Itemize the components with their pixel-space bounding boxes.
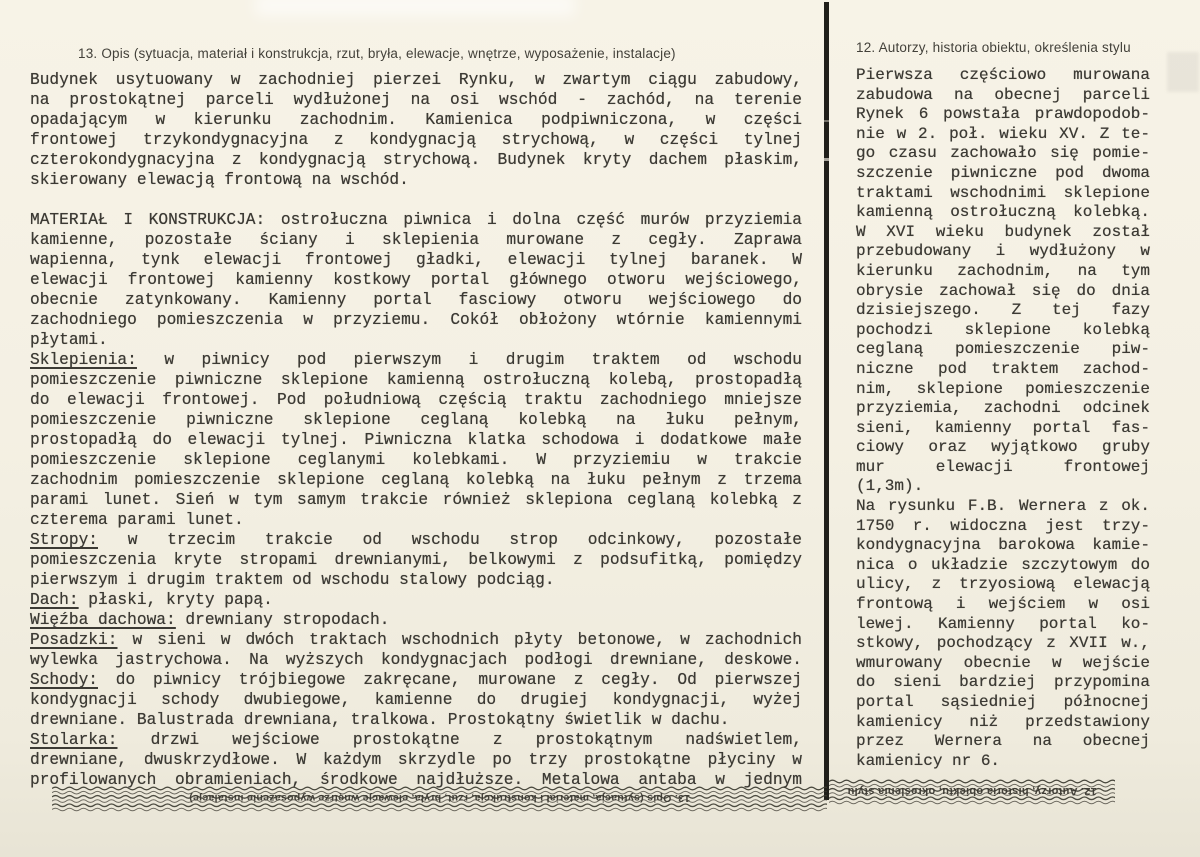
text-line: Na rysunku F.B. Wernera z ok. xyxy=(856,497,1150,516)
text-line: sieni, kamienny portal fas- xyxy=(856,418,1150,437)
text-line: nica o układzie szczytowym do xyxy=(856,555,1150,574)
text-line: Stropy: w trzecim trakcie od wschodu strop odcinkowy, pozostałe xyxy=(30,531,802,549)
right-page-text-column xyxy=(856,66,1150,771)
underlined-label: Dach: xyxy=(30,591,79,609)
text-line: obrysie zachował się do dnia xyxy=(856,281,1150,300)
text-line: pomieszczenie sklepione ceglanymi kolebkami. W przyziemiu w trakcie xyxy=(30,451,802,469)
text-line: skierowany elewacją frontową na wschód. xyxy=(30,171,409,189)
mirrored-caption-left: 13. Opis (sytuacja, materiał i konstrukcja, rzut, bryła, elewacje wnętrze wyposażenie instalacje) xyxy=(188,792,691,804)
scan-light-smudge xyxy=(255,0,575,16)
text-line: stkowy, pochodzący z XVII w., xyxy=(856,634,1150,653)
text-line: ulicy, z trzyosiową elewacją xyxy=(856,575,1150,594)
text-line: czterema parami lunet. xyxy=(30,511,244,529)
text-line: Stolarka: drzwi wejściowe prostokątne z prostokątnym nadświetlem, xyxy=(30,731,802,749)
text-line: frontową i wejściem w osi xyxy=(856,595,1150,614)
text-line: 1750 r. widoczna jest trzy- xyxy=(856,516,1150,535)
text-line: ceglaną pomieszczenie piw- xyxy=(856,340,1150,359)
text-line: do elewacji frontowej. Pod południową częścią traktu zachodniego mniejsze xyxy=(30,391,802,409)
underlined-label: Sklepienia: xyxy=(30,351,137,369)
text-line: Sklepienia: w piwnicy pod pierwszym i drugim traktem od wschodu xyxy=(30,351,802,369)
text-line: kamienną ostrołuczną kolebką. xyxy=(856,203,1150,222)
text-line: zachodniego pomieszczenia w przyziemu. Cokół obłożony wtórnie kamiennymi xyxy=(30,311,802,329)
underlined-label: Stropy: xyxy=(30,531,98,549)
text-line: pochodzi sklepione kolebką xyxy=(856,320,1150,339)
mirrored-caption-right: 12. Autorzy, historia obiektu, określenia stylu xyxy=(847,785,1097,797)
text-line: pomieszczenie piwniczne sklepione ceglaną kolebką na łuku pełnym, xyxy=(30,411,802,429)
text-line: przyziemia, zachodni odcinek xyxy=(856,399,1150,418)
text-line: frontowej trzykondygnacyjna z kondygnacją strychową, w części tylnej xyxy=(30,131,802,149)
text-line: Budynek usytuowany w zachodniej pierzei Rynku, w zwartym ciągu zabudowy, xyxy=(30,71,802,89)
text-line: MATERIAŁ I KONSTRUKCJA: ostrołuczna piwnica i dolna część murów przyziemia xyxy=(30,211,802,229)
text-line: parami lunet. Sień w tym samym trakcie również sklepiona ceglaną kolebką z xyxy=(30,491,802,509)
text-line: płytami. xyxy=(30,331,108,349)
text-line: drewniane, dwuskrzydłowe. W każdym skrzydle po trzy prostokątne płyciny w xyxy=(30,751,802,769)
underlined-label: Posadzki: xyxy=(30,631,118,649)
text-line: na prostokątnej parceli wydłużonej na osi wschód - zachód, na terenie xyxy=(30,91,802,109)
text-line: nie w 2. poł. wieku XV. Z te- xyxy=(856,124,1150,143)
underlined-label: Schody: xyxy=(30,671,98,689)
text-line: pomieszczenie piwniczne sklepione kamienną ostrołuczną kolebą, prostopadłą xyxy=(30,371,802,389)
text-line: obecnie zatynkowany. Kamienny portal fasciowy otworu wejściowego do xyxy=(30,291,802,309)
text-line: Więźba dachowa: drewniany stropodach. xyxy=(30,611,390,629)
text-line: traktami wschodnimi sklepione xyxy=(856,183,1150,202)
text-line: portal sąsiedniej północnej xyxy=(856,693,1150,711)
text-line: kamienicy nr 6. xyxy=(856,751,1001,770)
text-line: W XVI wieku budynek został xyxy=(856,222,1150,241)
text-line: pomieszczenia kryte stropami drewnianymi, belkowymi z podsufitką, pomiędzy xyxy=(30,551,802,569)
text-line: kierunku zachodnim, na tym xyxy=(856,261,1150,280)
text-line: kondygnacyjna barokowa kamie- xyxy=(856,536,1150,555)
text-line: ciowy oraz wyjątkowo gruby xyxy=(856,438,1150,457)
text-line: szczenie piwniczne pod dwoma xyxy=(856,163,1150,182)
text-line: elewacji frontowej kamienny kostkowy portal głównego otworu wejściowego, xyxy=(30,271,802,289)
text-line: przebudowany i wydłużony w xyxy=(856,242,1150,261)
right-page-form-caption: 12. Autorzy, historia obiektu, określenia stylu xyxy=(856,40,1131,55)
page-fold-divider xyxy=(824,2,829,800)
underlined-label: Stolarka: xyxy=(30,731,118,749)
text-line: zachodnim pomieszczenie sklepione ceglaną kolebką na łuku pełnym z trzema xyxy=(30,471,802,489)
text-line: Pierwsza częściowo murowana xyxy=(856,66,1150,84)
text-line: do sieni bardziej przypomina xyxy=(856,673,1150,692)
text-line: go czasu zachowało się pomie- xyxy=(856,144,1150,163)
text-line: nim, sklepione pomieszczenie xyxy=(856,379,1150,398)
text-line: wylewka jastrychowa. Na wyższych kondygnacjach podłogi drewniane, deskowe. xyxy=(30,651,802,669)
text-line: zabudowa na obecnej parceli xyxy=(856,85,1150,104)
text-line: wapienna, tynk elewacji frontowej gładki, elewacji tylnej baranek. W xyxy=(30,251,802,269)
text-line: Posadzki: w sieni w dwóch traktach wschodnich płyty betonowe, w zachodnich xyxy=(30,631,802,649)
blank-line xyxy=(30,190,802,210)
scan-artifact-wave-strip-right xyxy=(829,779,1115,805)
scan-corner-mark xyxy=(1167,52,1199,92)
text-line: profilowanych obramieniach, środkowe najdłuższe. Metalowa antaba w jednym xyxy=(30,771,802,789)
text-line: kamienicy niż przedstawiony xyxy=(856,712,1150,731)
text-line: kamienne, pozostałe ściany i sklepienia murowane z cegły. Zaprawa xyxy=(30,231,802,249)
scan-artifact-wave-strip-left xyxy=(52,786,827,812)
text-line: niczne pod traktem zachod- xyxy=(856,359,1150,378)
text-line: Rynek 6 powstała prawdopodob- xyxy=(856,105,1150,124)
text-line: kondygnacji schody dwubiegowe, kamienne do drugiej kondygnacji, wyżej xyxy=(30,691,802,709)
text-line: Schody: do piwnicy trójbiegowe zakręcane, murowane z cegły. Od pierwszej xyxy=(30,671,802,689)
left-page-form-caption: 13. Opis (sytuacja, materiał i konstrukcja, rzut, bryła, elewacje, wnętrze, wyposażenie, instalacje) xyxy=(78,46,676,61)
underlined-label: Więźba dachowa: xyxy=(30,611,176,629)
text-line: prostopadłą do elewacji tylnej. Piwniczna klatka schodowa i dodatkowe małe xyxy=(30,431,802,449)
text-line: Dach: płaski, kryty papą. xyxy=(30,591,273,609)
text-line: pierwszym i drugim traktem od wschodu stalowy podciąg. xyxy=(30,571,555,589)
text-line: wmurowany obecnie w wejście xyxy=(856,653,1150,672)
text-line: mur elewacji frontowej xyxy=(856,457,1150,476)
text-line: czterokondygnacyjna z kondygnacją strychową. Budynek kryty dachem płaskim, xyxy=(30,151,802,169)
text-line: przez Wernera na obecnej xyxy=(856,732,1150,751)
left-page-text-column xyxy=(30,70,802,790)
text-line: drewniane. Balustrada drewniana, tralkowa. Prostokątny świetlik w dachu. xyxy=(30,711,730,729)
text-line: opadającym w kierunku zachodnim. Kamienica podpiwniczona, w części xyxy=(30,111,802,129)
text-line: (1,3m). xyxy=(856,477,924,496)
text-line: lewej. Kamienny portal ko- xyxy=(856,614,1150,633)
text-line: dzisiejszego. Z tej fazy xyxy=(856,301,1150,320)
